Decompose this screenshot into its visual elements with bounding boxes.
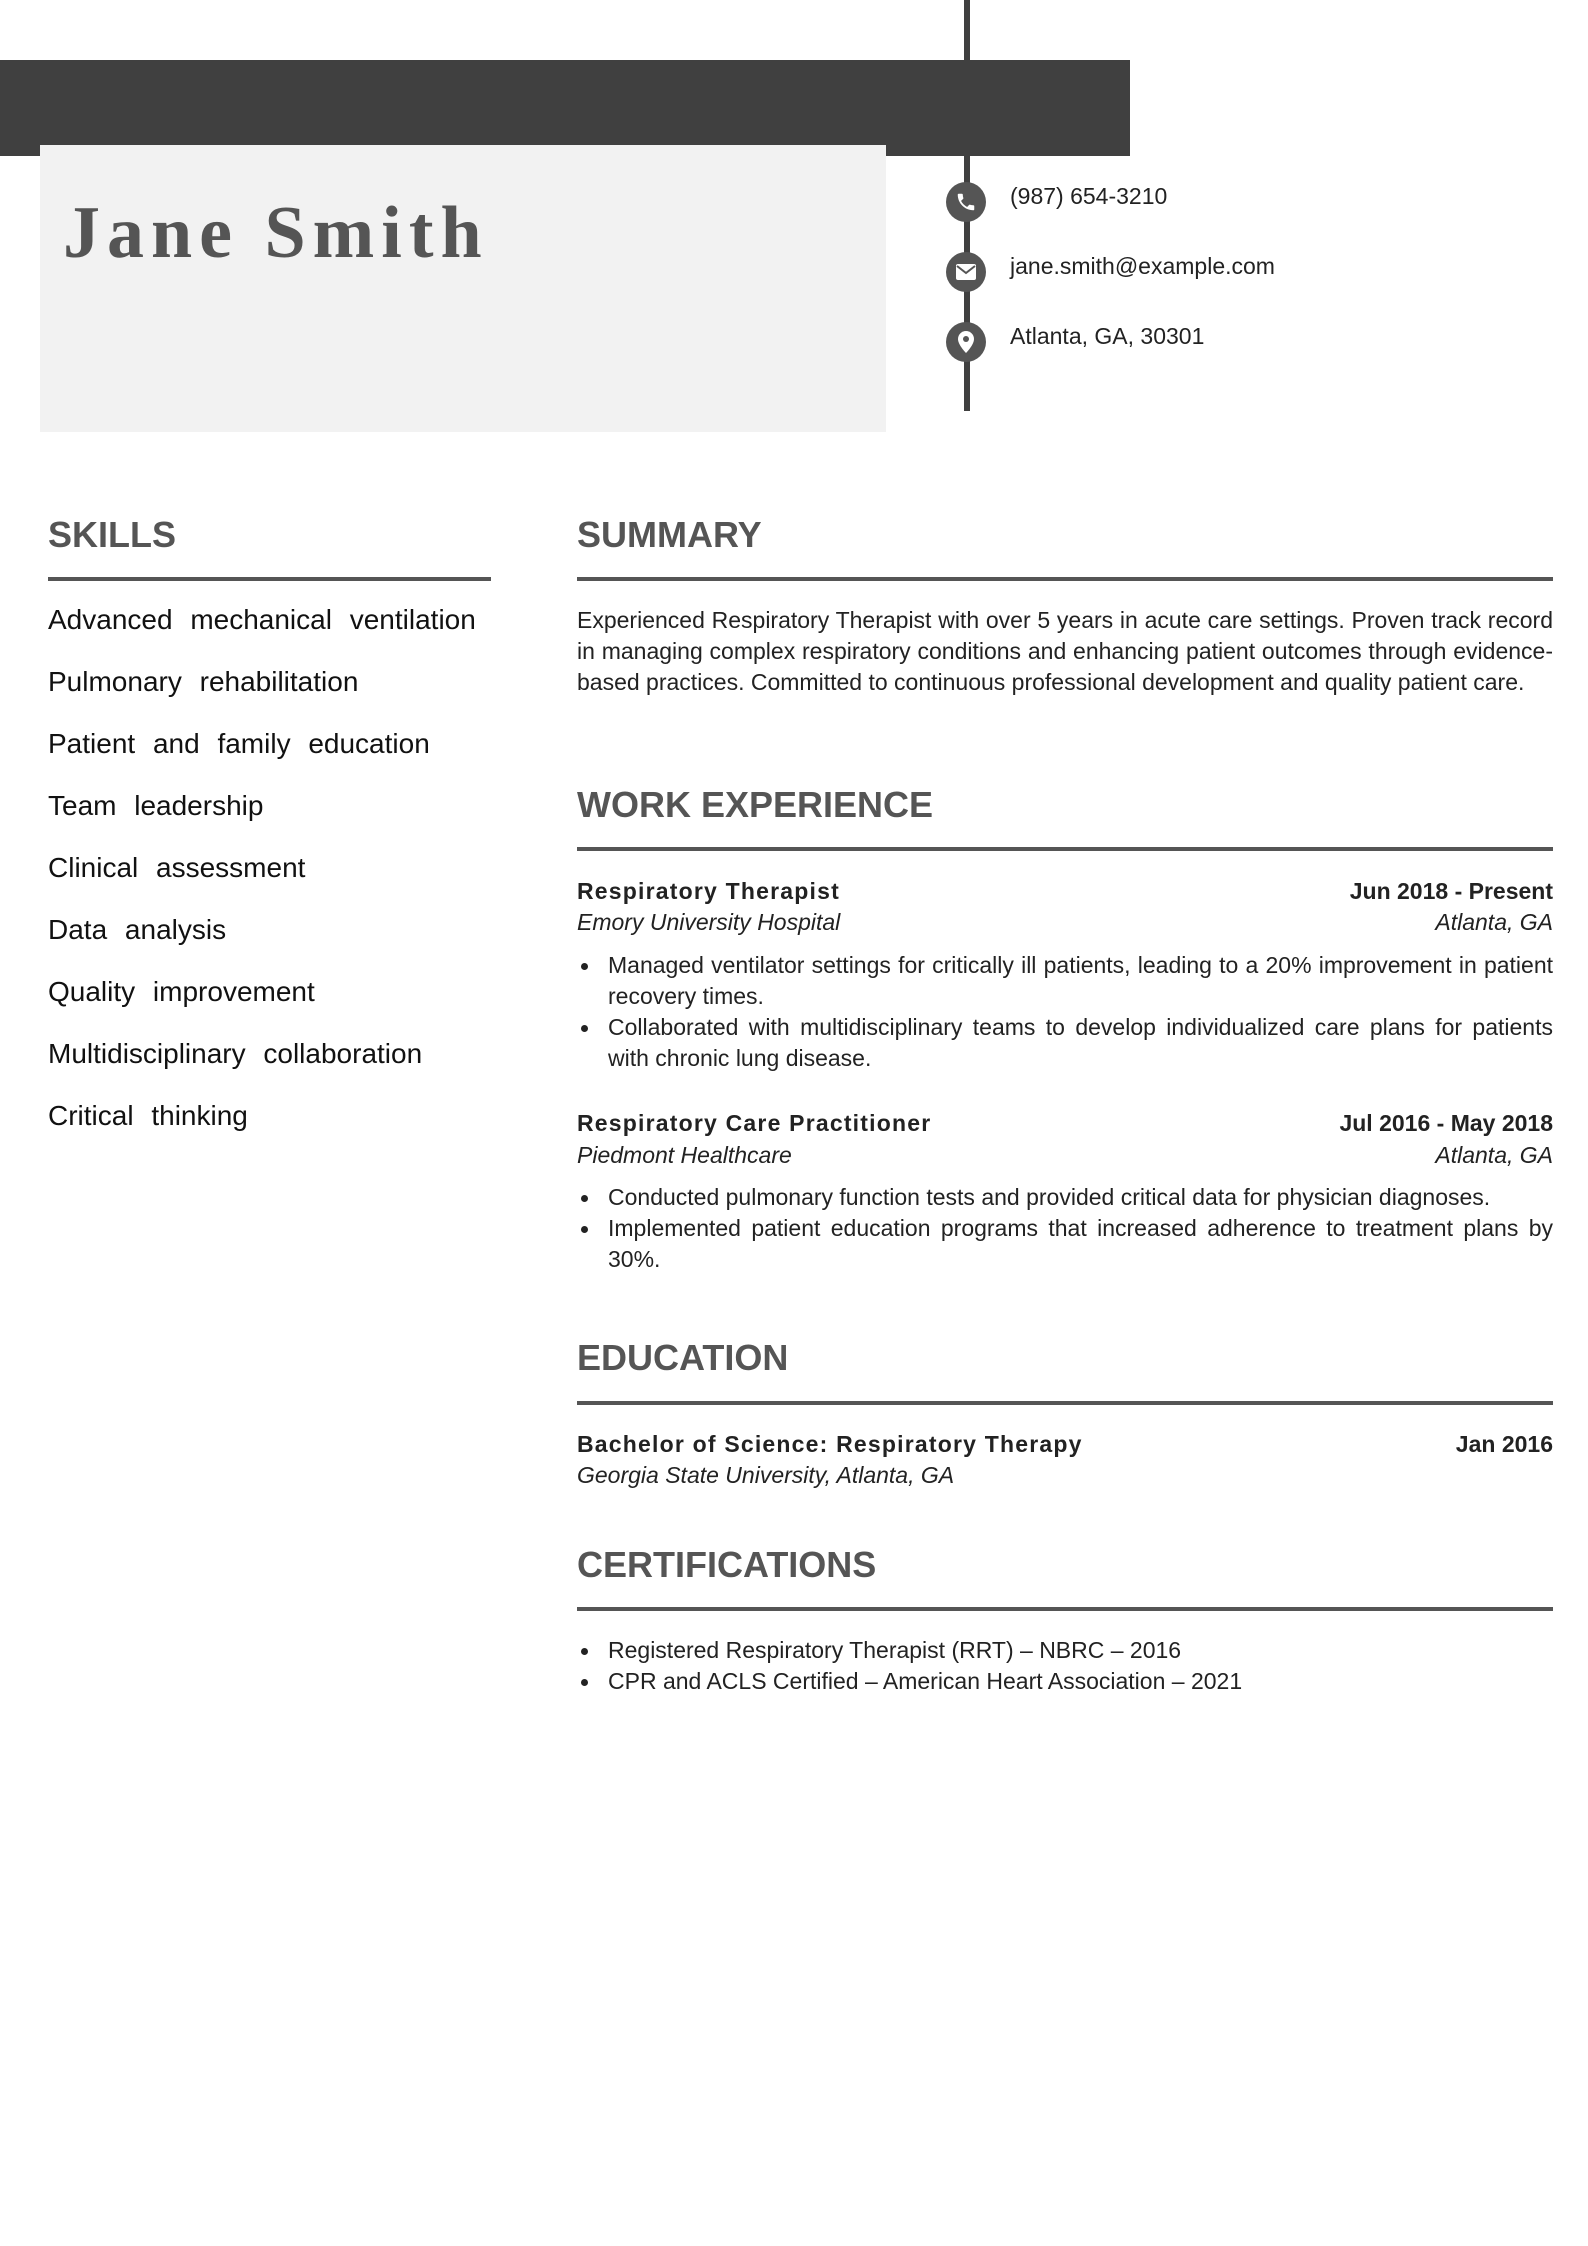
employer-name: Piedmont Healthcare [577, 1142, 792, 1168]
header-bar [0, 60, 1130, 156]
certifications-heading: CERTIFICATIONS [577, 1544, 877, 1585]
certifications-list [577, 1635, 1553, 1697]
education-heading: EDUCATION [577, 1337, 789, 1378]
envelope-icon [946, 252, 986, 292]
job-header [577, 1112, 1553, 1135]
skill-item: Team leadership [48, 790, 264, 821]
certification-item: Registered Respiratory Therapist (RRT) – NBRC – 2016 [577, 1635, 1553, 1666]
education-divider [577, 1401, 1553, 1405]
certifications-divider [577, 1607, 1553, 1611]
job-bullet: Conducted pulmonary function tests and provided critical data for physician diagnoses. [577, 1182, 1553, 1213]
skill-item: Data analysis [48, 914, 227, 945]
email-address[interactable]: jane.smith@example.com [1010, 253, 1275, 279]
job-dates: Jun 2018 - Present [1349, 878, 1553, 904]
skill-item: Pulmonary rehabilitation [48, 666, 359, 697]
job-location: Atlanta, GA [1435, 1142, 1553, 1168]
job-title: Respiratory Care Practitioner [577, 1110, 932, 1136]
summary-divider [577, 577, 1553, 581]
graduation-date: Jan 2016 [1455, 1431, 1553, 1457]
skill-item: Patient and family education [48, 728, 430, 759]
school-name: Georgia State University, Atlanta, GA [577, 1462, 955, 1488]
skill-item: Multidisciplinary collaboration [48, 1038, 423, 1069]
skill-item: Clinical assessment [48, 852, 306, 883]
skill-item: Advanced mechanical ventilation [48, 604, 476, 635]
summary-heading: SUMMARY [577, 514, 762, 555]
education-subheader [577, 1464, 1553, 1487]
degree-title: Bachelor of Science: Respiratory Therapy [577, 1431, 1083, 1457]
certification-item: CPR and ACLS Certified – American Heart Association – 2021 [577, 1666, 1553, 1697]
skills-heading: SKILLS [48, 514, 177, 555]
skills-list [48, 601, 494, 1159]
location-text: Atlanta, GA, 30301 [1010, 323, 1205, 349]
job-bullets [577, 950, 1553, 1074]
skill-item: Quality improvement [48, 976, 315, 1007]
summary-text: Experienced Respiratory Therapist with over 5 years in acute care settings. Proven track record in managing complex respiratory conditions and enhancing patient outcomes through evidence-based practices. Committed to continuous professional development and quality patient care. [577, 607, 1553, 695]
employer-name: Emory University Hospital [577, 909, 841, 935]
job-title: Respiratory Therapist [577, 878, 840, 904]
phone-icon [946, 182, 986, 222]
job-subheader [577, 911, 1553, 934]
job-bullets [577, 1182, 1553, 1275]
phone-number[interactable]: (987) 654-3210 [1010, 183, 1168, 209]
name-panel [40, 145, 886, 432]
work-experience-divider [577, 847, 1553, 851]
job-bullet: Collaborated with multidisciplinary teams to develop individualized care plans for patients with chronic lung disease. [577, 1012, 1553, 1074]
job-header [577, 880, 1553, 903]
skill-item: Critical thinking [48, 1100, 248, 1131]
job-bullet: Managed ventilator settings for critically ill patients, leading to a 20% improvement in patient recovery times. [577, 950, 1553, 1012]
candidate-name: Jane Smith [63, 192, 489, 274]
work-experience-heading: WORK EXPERIENCE [577, 784, 934, 825]
job-location: Atlanta, GA [1435, 909, 1553, 935]
job-dates: Jul 2016 - May 2018 [1339, 1110, 1553, 1136]
job-bullet: Implemented patient education programs that increased adherence to treatment plans by 30%. [577, 1213, 1553, 1275]
skills-divider [48, 577, 491, 581]
education-header [577, 1433, 1553, 1456]
job-subheader [577, 1144, 1553, 1167]
map-pin-icon [946, 322, 986, 362]
